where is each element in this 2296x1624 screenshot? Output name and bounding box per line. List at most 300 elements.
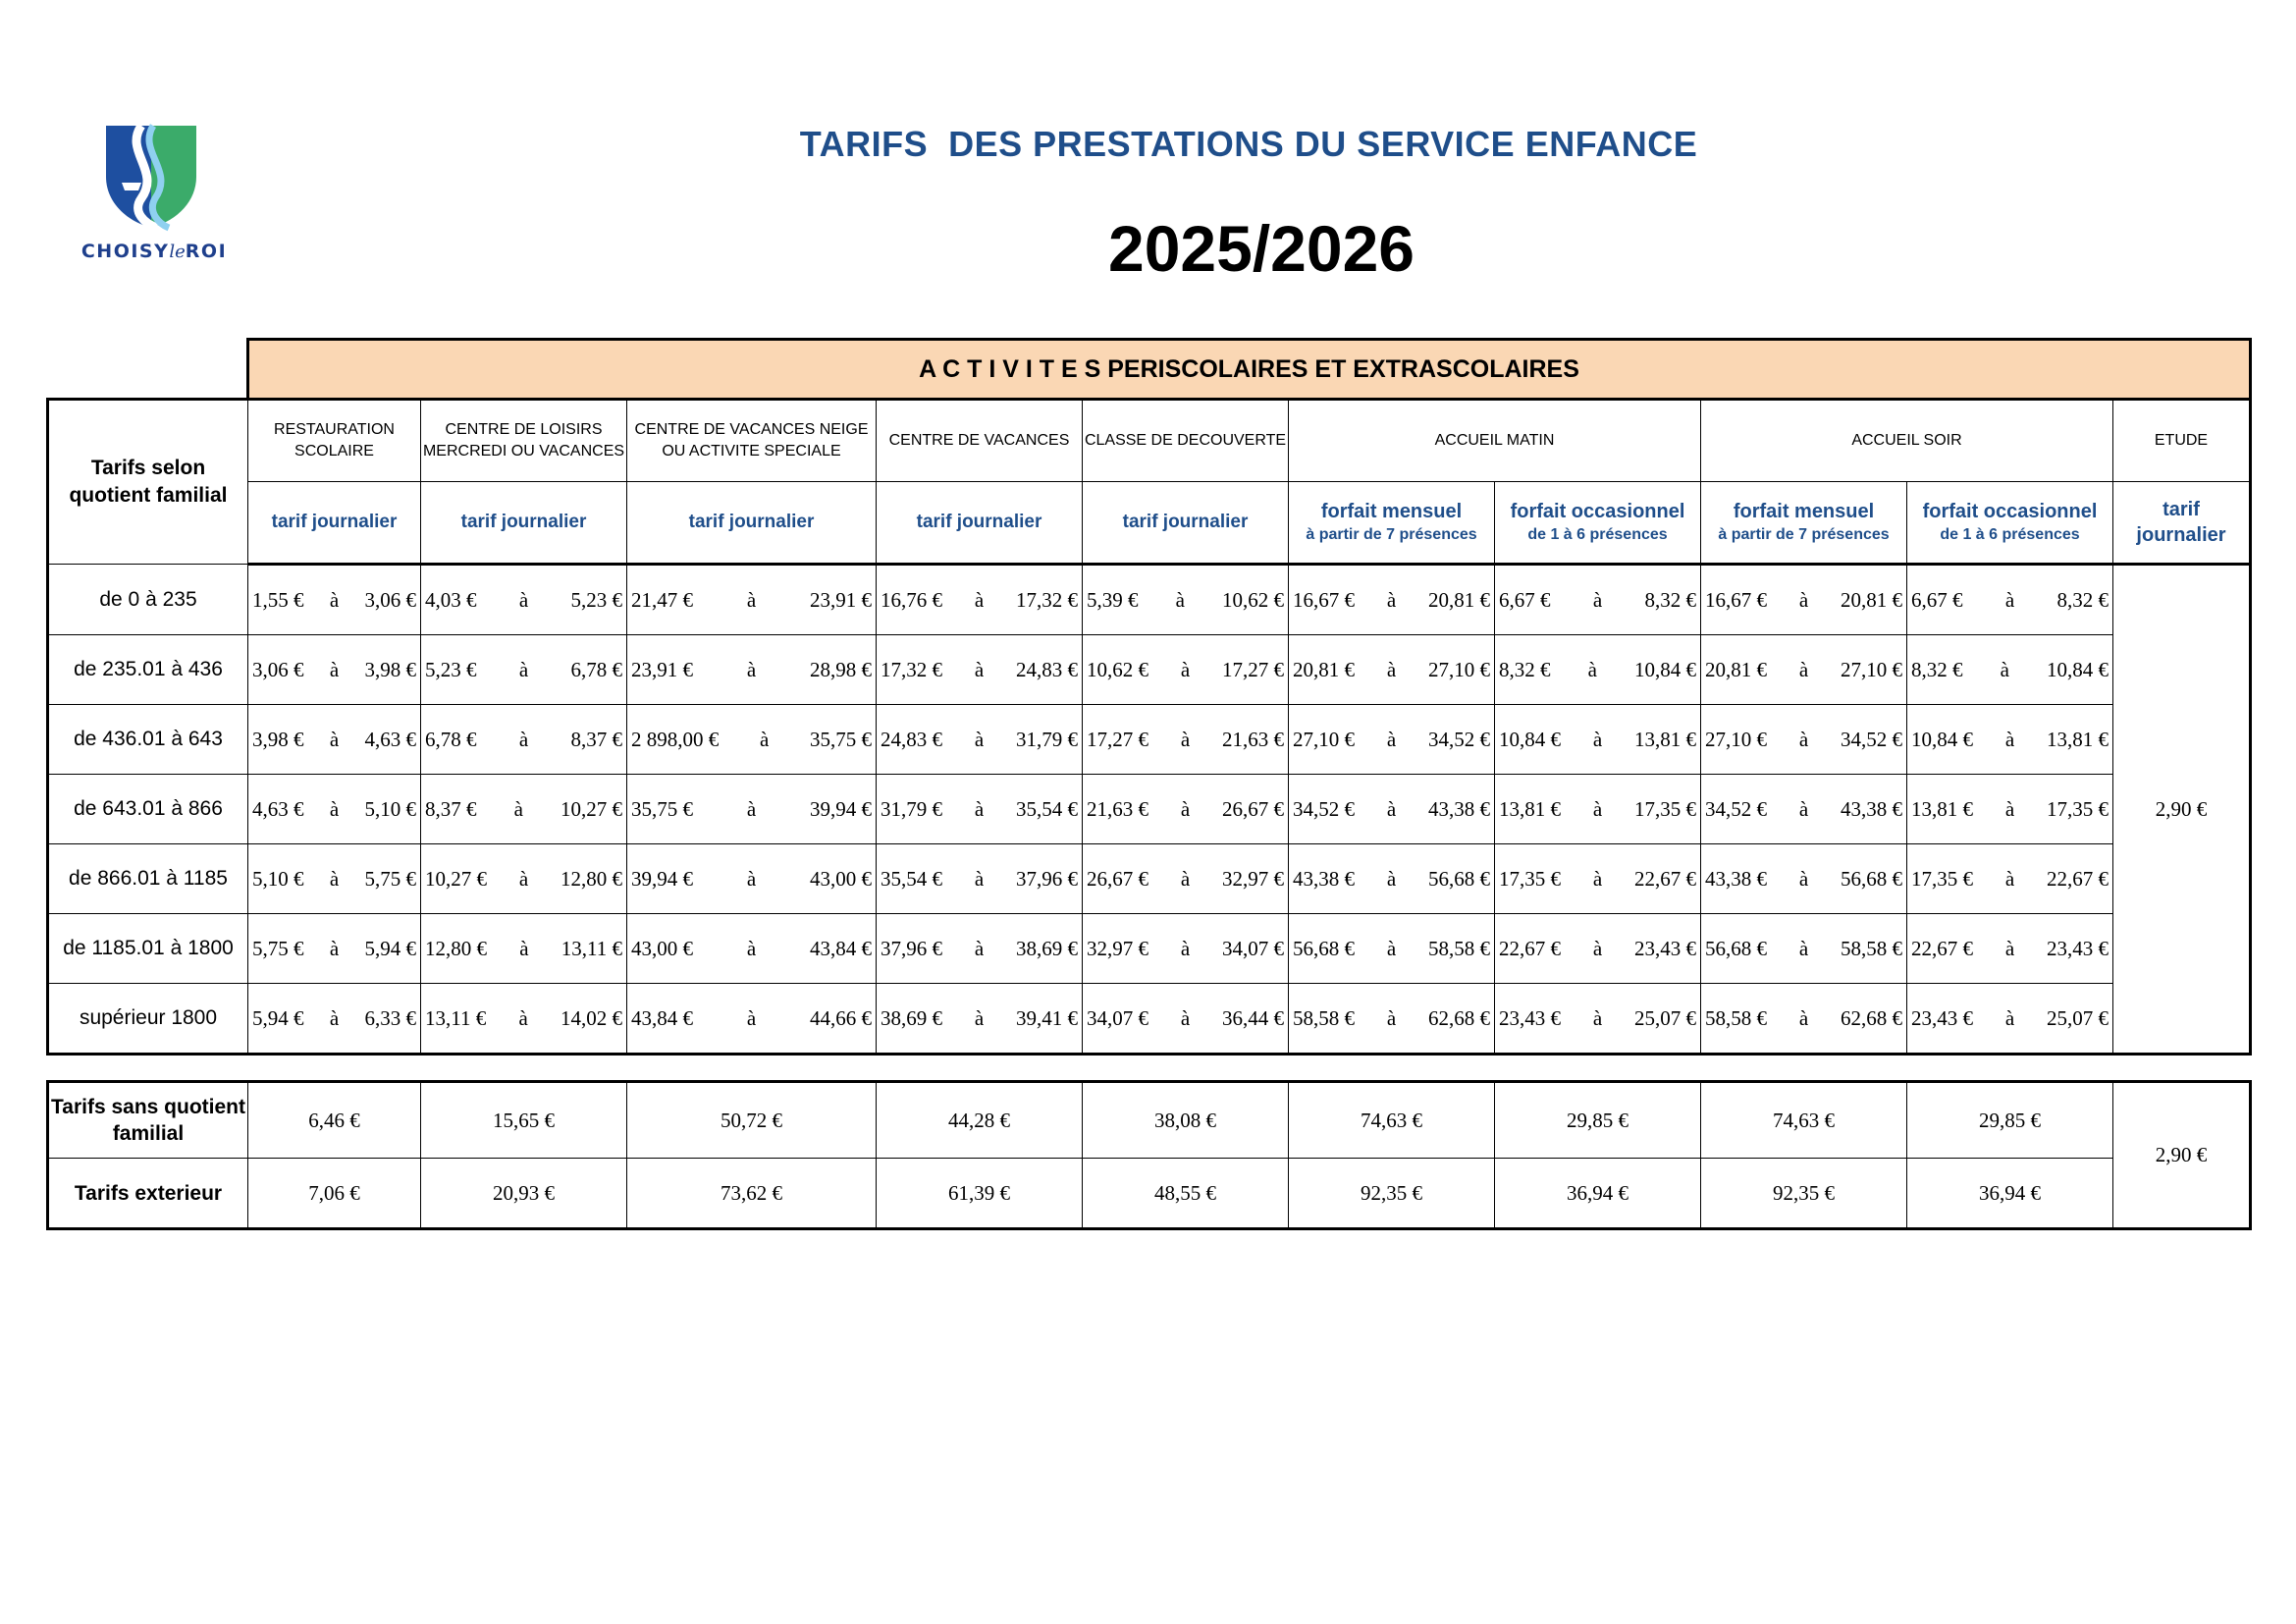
col-header-centre-loisirs: CENTRE DE LOISIRS MERCREDI OU VACANCES <box>421 400 627 482</box>
price-min: 39,94 € <box>631 866 693 891</box>
price-cell: 29,85 € <box>1495 1082 1701 1159</box>
col-header-restauration: RESTAURATION SCOLAIRE <box>248 400 421 482</box>
price-range-cell <box>1289 705 1495 775</box>
price-range-cell <box>248 984 421 1055</box>
city-logo <box>61 122 247 269</box>
price-min: 6,78 € <box>425 727 477 751</box>
sub-header-monthly: forfait mensuel à partir de 7 présences <box>1289 482 1495 565</box>
price-max: 44,66 € <box>809 1005 872 1030</box>
price-max: 20,81 € <box>1840 587 1902 612</box>
range-separator: à <box>329 727 340 751</box>
price-max: 24,83 € <box>1015 657 1078 681</box>
price-range-cell <box>1083 775 1289 844</box>
price-min: 27,10 € <box>1293 727 1355 751</box>
col-header-classe-decouverte: CLASSE DE DECOUVERTE <box>1083 400 1289 482</box>
price-min: 8,37 € <box>425 796 477 821</box>
range-separator: à <box>1386 796 1397 821</box>
price-max: 4,63 € <box>364 727 416 751</box>
price-max: 23,43 € <box>2046 936 2109 960</box>
price-min: 4,03 € <box>425 587 477 612</box>
price-min: 1,55 € <box>252 587 304 612</box>
flat-tariffs-table <box>46 1080 2252 1230</box>
price-min: 58,58 € <box>1705 1005 1767 1030</box>
row-label: de 0 à 235 <box>48 565 248 635</box>
price-max: 13,11 € <box>561 936 622 960</box>
price-cell: 36,94 € <box>1907 1159 2113 1229</box>
price-cell: 6,46 € <box>248 1082 421 1159</box>
price-min: 26,67 € <box>1087 866 1148 891</box>
price-range-cell <box>1289 635 1495 705</box>
row-label: Tarifs exterieur <box>48 1159 248 1229</box>
price-range-cell <box>248 844 421 914</box>
price-range-cell <box>421 635 627 705</box>
price-range-cell <box>248 635 421 705</box>
row-label: supérieur 1800 <box>48 984 248 1055</box>
price-range-cell <box>1083 914 1289 984</box>
price-min: 23,43 € <box>1911 1005 1973 1030</box>
range-separator: à <box>746 587 757 612</box>
price-min: 43,38 € <box>1705 866 1767 891</box>
price-min: 32,97 € <box>1087 936 1148 960</box>
range-separator: à <box>1587 657 1597 681</box>
col-header-accueil-matin: ACCUEIL MATIN <box>1289 400 1701 482</box>
price-range-cell <box>1083 844 1289 914</box>
price-min: 43,38 € <box>1293 866 1355 891</box>
price-range-cell <box>248 705 421 775</box>
price-min: 5,75 € <box>252 936 304 960</box>
range-separator: à <box>1175 587 1185 612</box>
range-separator: à <box>746 866 757 891</box>
price-min: 35,54 € <box>881 866 942 891</box>
table-row <box>48 705 2251 775</box>
price-min: 6,67 € <box>1911 587 1963 612</box>
range-separator: à <box>2004 796 2015 821</box>
price-range-cell <box>421 844 627 914</box>
price-max: 10,27 € <box>560 796 622 821</box>
etude-value: 2,90 € <box>2113 565 2251 1055</box>
range-separator: à <box>329 936 340 960</box>
price-max: 32,97 € <box>1221 866 1284 891</box>
price-max: 23,91 € <box>809 587 872 612</box>
price-min: 23,43 € <box>1499 1005 1561 1030</box>
price-range-cell <box>421 705 627 775</box>
price-max: 17,35 € <box>1633 796 1696 821</box>
row-label: de 866.01 à 1185 <box>48 844 248 914</box>
range-separator: à <box>518 866 529 891</box>
range-separator: à <box>1180 727 1191 751</box>
price-range-cell <box>1289 565 1495 635</box>
sub-header-daily: tarif journalier <box>421 482 627 565</box>
price-range-cell <box>627 565 877 635</box>
price-min: 21,63 € <box>1087 796 1148 821</box>
price-min: 16,67 € <box>1705 587 1767 612</box>
price-range-cell <box>877 705 1083 775</box>
price-max: 35,75 € <box>809 727 872 751</box>
price-min: 5,10 € <box>252 866 304 891</box>
price-min: 23,91 € <box>631 657 693 681</box>
price-cell: 73,62 € <box>627 1159 877 1229</box>
range-separator: à <box>1180 866 1191 891</box>
range-separator: à <box>1386 936 1397 960</box>
price-cell: 36,94 € <box>1495 1159 1701 1229</box>
price-min: 31,79 € <box>881 796 942 821</box>
range-separator: à <box>329 1005 340 1030</box>
price-max: 8,32 € <box>2056 587 2109 612</box>
price-range-cell <box>1701 565 1907 635</box>
price-max: 26,67 € <box>1221 796 1284 821</box>
price-cell: 74,63 € <box>1701 1082 1907 1159</box>
price-min: 5,23 € <box>425 657 477 681</box>
price-range-cell <box>421 565 627 635</box>
range-separator: à <box>518 1005 528 1030</box>
price-max: 17,32 € <box>1015 587 1078 612</box>
price-cell: 15,65 € <box>421 1082 627 1159</box>
row-label: de 1185.01 à 1800 <box>48 914 248 984</box>
sub-header-etude: tarif journalier <box>2113 482 2251 565</box>
price-max: 5,94 € <box>364 936 416 960</box>
price-min: 10,27 € <box>425 866 487 891</box>
range-separator: à <box>2000 657 2009 681</box>
price-min: 16,67 € <box>1293 587 1355 612</box>
range-separator: à <box>974 796 985 821</box>
price-range-cell <box>1701 914 1907 984</box>
price-min: 56,68 € <box>1293 936 1355 960</box>
range-separator: à <box>329 866 340 891</box>
price-max: 43,84 € <box>809 936 872 960</box>
price-range-cell <box>248 775 421 844</box>
price-min: 16,76 € <box>881 587 942 612</box>
price-range-cell <box>421 984 627 1055</box>
price-max: 21,63 € <box>1221 727 1284 751</box>
price-max: 25,07 € <box>1633 1005 1696 1030</box>
range-separator: à <box>1592 936 1603 960</box>
sub-header-daily: tarif journalier <box>248 482 421 565</box>
range-separator: à <box>329 796 340 821</box>
range-separator: à <box>974 587 985 612</box>
sub-header-daily: tarif journalier <box>877 482 1083 565</box>
price-range-cell <box>1495 775 1701 844</box>
price-min: 20,81 € <box>1705 657 1767 681</box>
price-cell: 92,35 € <box>1289 1159 1495 1229</box>
price-max: 25,07 € <box>2046 1005 2109 1030</box>
price-min: 17,32 € <box>881 657 942 681</box>
price-range-cell <box>421 775 627 844</box>
range-separator: à <box>1386 657 1397 681</box>
price-min: 17,27 € <box>1087 727 1148 751</box>
range-separator: à <box>1798 587 1809 612</box>
price-max: 58,58 € <box>1840 936 1902 960</box>
range-separator: à <box>518 587 529 612</box>
price-min: 4,63 € <box>252 796 304 821</box>
price-range-cell <box>1289 775 1495 844</box>
range-separator: à <box>1798 866 1809 891</box>
range-separator: à <box>518 657 529 681</box>
price-max: 10,84 € <box>2046 657 2109 681</box>
range-separator: à <box>974 1005 985 1030</box>
price-max: 17,35 € <box>2046 796 2109 821</box>
range-separator: à <box>329 657 340 681</box>
price-range-cell <box>1495 705 1701 775</box>
price-max: 6,33 € <box>364 1005 416 1030</box>
range-separator: à <box>1592 587 1603 612</box>
price-range-cell <box>1701 775 1907 844</box>
price-max: 14,02 € <box>561 1005 622 1030</box>
sub-header-daily: tarif journalier <box>627 482 877 565</box>
price-max: 58,58 € <box>1427 936 1490 960</box>
range-separator: à <box>1592 866 1603 891</box>
price-max: 22,67 € <box>2046 866 2109 891</box>
table-row <box>48 775 2251 844</box>
price-range-cell <box>877 635 1083 705</box>
price-min: 5,94 € <box>252 1005 304 1030</box>
price-range-cell <box>1083 635 1289 705</box>
price-min: 6,67 € <box>1499 587 1551 612</box>
price-max: 27,10 € <box>1427 657 1490 681</box>
price-max: 8,32 € <box>1644 587 1696 612</box>
range-separator: à <box>513 796 523 821</box>
row-label: de 643.01 à 866 <box>48 775 248 844</box>
price-range-cell <box>1907 984 2113 1055</box>
range-separator: à <box>1592 1005 1603 1030</box>
price-range-cell <box>1495 635 1701 705</box>
price-max: 28,98 € <box>809 657 872 681</box>
page-year: 2025/2026 <box>1108 212 1415 285</box>
price-min: 24,83 € <box>881 727 942 751</box>
price-min: 8,32 € <box>1499 657 1551 681</box>
price-range-cell <box>1907 775 2113 844</box>
price-max: 43,38 € <box>1427 796 1490 821</box>
sub-header-occasional: forfait occasionnel de 1 à 6 présences <box>1495 482 1701 565</box>
range-separator: à <box>2004 587 2015 612</box>
range-separator: à <box>1180 796 1191 821</box>
price-max: 3,06 € <box>364 587 416 612</box>
price-min: 8,32 € <box>1911 657 1963 681</box>
price-min: 21,47 € <box>631 587 693 612</box>
price-range-cell <box>627 635 877 705</box>
tariffs-table <box>46 338 2252 1056</box>
table-row <box>48 635 2251 705</box>
price-range-cell <box>877 914 1083 984</box>
price-max: 34,52 € <box>1840 727 1902 751</box>
price-range-cell <box>1289 844 1495 914</box>
price-max: 62,68 € <box>1427 1005 1490 1030</box>
price-min: 20,81 € <box>1293 657 1355 681</box>
table-row <box>48 984 2251 1055</box>
range-separator: à <box>746 1005 757 1030</box>
price-max: 17,27 € <box>1221 657 1284 681</box>
range-separator: à <box>1798 657 1809 681</box>
price-min: 5,39 € <box>1087 587 1139 612</box>
price-cell: 29,85 € <box>1907 1082 2113 1159</box>
price-min: 17,35 € <box>1911 866 1973 891</box>
price-max: 43,38 € <box>1840 796 1902 821</box>
price-range-cell <box>1083 984 1289 1055</box>
price-range-cell <box>1907 565 2113 635</box>
price-range-cell <box>1083 565 1289 635</box>
range-separator: à <box>746 657 757 681</box>
price-min: 43,00 € <box>631 936 693 960</box>
price-range-cell <box>1701 705 1907 775</box>
price-max: 20,81 € <box>1427 587 1490 612</box>
price-max: 10,62 € <box>1221 587 1284 612</box>
range-separator: à <box>974 657 985 681</box>
price-max: 5,23 € <box>570 587 622 612</box>
price-cell: 48,55 € <box>1083 1159 1289 1229</box>
range-separator: à <box>746 796 757 821</box>
price-range-cell <box>1907 844 2113 914</box>
price-min: 35,75 € <box>631 796 693 821</box>
range-separator: à <box>519 936 529 960</box>
price-min: 3,06 € <box>252 657 304 681</box>
range-separator: à <box>1798 727 1809 751</box>
price-min: 38,69 € <box>881 1005 942 1030</box>
price-min: 34,52 € <box>1293 796 1355 821</box>
row-label: de 235.01 à 436 <box>48 635 248 705</box>
price-min: 13,11 € <box>425 1005 487 1030</box>
price-min: 34,07 € <box>1087 1005 1148 1030</box>
price-max: 27,10 € <box>1840 657 1902 681</box>
price-max: 3,98 € <box>364 657 416 681</box>
price-range-cell <box>421 914 627 984</box>
price-max: 13,81 € <box>1633 727 1696 751</box>
sub-header-occasional: forfait occasionnel de 1 à 6 présences <box>1907 482 2113 565</box>
range-separator: à <box>1180 936 1191 960</box>
range-separator: à <box>1386 1005 1397 1030</box>
price-min: 58,58 € <box>1293 1005 1355 1030</box>
price-cell: 38,08 € <box>1083 1082 1289 1159</box>
price-min: 13,81 € <box>1911 796 1973 821</box>
range-separator: à <box>974 866 985 891</box>
range-separator: à <box>329 587 340 612</box>
price-max: 62,68 € <box>1840 1005 1902 1030</box>
price-range-cell <box>1495 984 1701 1055</box>
sub-header-monthly: forfait mensuel à partir de 7 présences <box>1701 482 1907 565</box>
price-cell: 44,28 € <box>877 1082 1083 1159</box>
price-max: 13,81 € <box>2046 727 2109 751</box>
range-separator: à <box>1592 727 1603 751</box>
price-min: 13,81 € <box>1499 796 1561 821</box>
price-min: 27,10 € <box>1705 727 1767 751</box>
price-range-cell <box>248 914 421 984</box>
price-max: 39,94 € <box>809 796 872 821</box>
price-range-cell <box>1701 844 1907 914</box>
price-range-cell <box>627 914 877 984</box>
price-range-cell <box>1289 984 1495 1055</box>
price-max: 8,37 € <box>570 727 622 751</box>
range-separator: à <box>1798 1005 1809 1030</box>
price-cell: 74,63 € <box>1289 1082 1495 1159</box>
price-range-cell <box>627 705 877 775</box>
price-min: 17,35 € <box>1499 866 1561 891</box>
range-separator: à <box>974 936 985 960</box>
range-separator: à <box>1386 727 1397 751</box>
table-row <box>48 914 2251 984</box>
price-min: 12,80 € <box>425 936 487 960</box>
price-max: 6,78 € <box>570 657 622 681</box>
range-separator: à <box>2004 936 2015 960</box>
range-separator: à <box>1798 936 1809 960</box>
table-banner: A C T I V I T E S PERISCOLAIRES ET EXTRASCOLAIRES <box>248 340 2251 400</box>
range-separator: à <box>1386 866 1397 891</box>
range-separator: à <box>1798 796 1809 821</box>
price-min: 10,84 € <box>1911 727 1973 751</box>
table-row <box>48 1082 2251 1159</box>
range-separator: à <box>746 936 757 960</box>
price-max: 34,52 € <box>1427 727 1490 751</box>
row-label: Tarifs sans quotient familial <box>48 1082 248 1159</box>
price-cell: 20,93 € <box>421 1159 627 1229</box>
range-separator: à <box>2004 727 2015 751</box>
price-min: 22,67 € <box>1499 936 1561 960</box>
table-row <box>48 565 2251 635</box>
price-range-cell <box>877 775 1083 844</box>
range-separator: à <box>759 727 770 751</box>
table-row <box>48 844 2251 914</box>
price-max: 56,68 € <box>1427 866 1490 891</box>
price-max: 22,67 € <box>1633 866 1696 891</box>
price-range-cell <box>877 984 1083 1055</box>
range-separator: à <box>974 727 985 751</box>
price-max: 39,41 € <box>1015 1005 1078 1030</box>
col-header-etude: ETUDE <box>2113 400 2251 482</box>
price-cell: 7,06 € <box>248 1159 421 1229</box>
price-range-cell <box>877 844 1083 914</box>
table-row <box>48 1159 2251 1229</box>
range-separator: à <box>2004 1005 2015 1030</box>
price-range-cell <box>1907 705 2113 775</box>
price-range-cell <box>1495 914 1701 984</box>
range-separator: à <box>1592 796 1603 821</box>
range-separator: à <box>1180 657 1191 681</box>
city-crest-icon <box>102 122 200 232</box>
price-min: 22,67 € <box>1911 936 1973 960</box>
price-max: 5,75 € <box>364 866 416 891</box>
range-separator: à <box>1180 1005 1191 1030</box>
price-range-cell <box>1701 635 1907 705</box>
price-range-cell <box>1083 705 1289 775</box>
price-max: 5,10 € <box>364 796 416 821</box>
price-range-cell <box>248 565 421 635</box>
row-header-title: Tarifs selon quotient familial <box>48 400 248 565</box>
price-max: 56,68 € <box>1840 866 1902 891</box>
price-max: 35,54 € <box>1015 796 1078 821</box>
price-range-cell <box>1701 984 1907 1055</box>
price-range-cell <box>627 984 877 1055</box>
price-min: 10,84 € <box>1499 727 1561 751</box>
range-separator: à <box>518 727 529 751</box>
price-min: 37,96 € <box>881 936 942 960</box>
price-range-cell <box>627 775 877 844</box>
price-max: 37,96 € <box>1015 866 1078 891</box>
price-range-cell <box>1495 844 1701 914</box>
price-min: 2 898,00 € <box>631 727 720 751</box>
price-cell: 61,39 € <box>877 1159 1083 1229</box>
price-min: 3,98 € <box>252 727 304 751</box>
city-logo-text: CHOISYleROI <box>80 241 228 262</box>
page-title: TARIFS DES PRESTATIONS DU SERVICE ENFANCE <box>799 124 1698 164</box>
price-range-cell <box>1907 635 2113 705</box>
price-cell: 92,35 € <box>1701 1159 1907 1229</box>
price-cell: 50,72 € <box>627 1082 877 1159</box>
price-max: 12,80 € <box>560 866 622 891</box>
price-range-cell <box>1289 914 1495 984</box>
col-header-centre-vacances-neige: CENTRE DE VACANCES NEIGE OU ACTIVITE SPECIALE <box>627 400 877 482</box>
price-max: 23,43 € <box>1633 936 1696 960</box>
price-max: 10,84 € <box>1633 657 1696 681</box>
price-min: 10,62 € <box>1087 657 1148 681</box>
range-separator: à <box>1386 587 1397 612</box>
price-max: 31,79 € <box>1015 727 1078 751</box>
